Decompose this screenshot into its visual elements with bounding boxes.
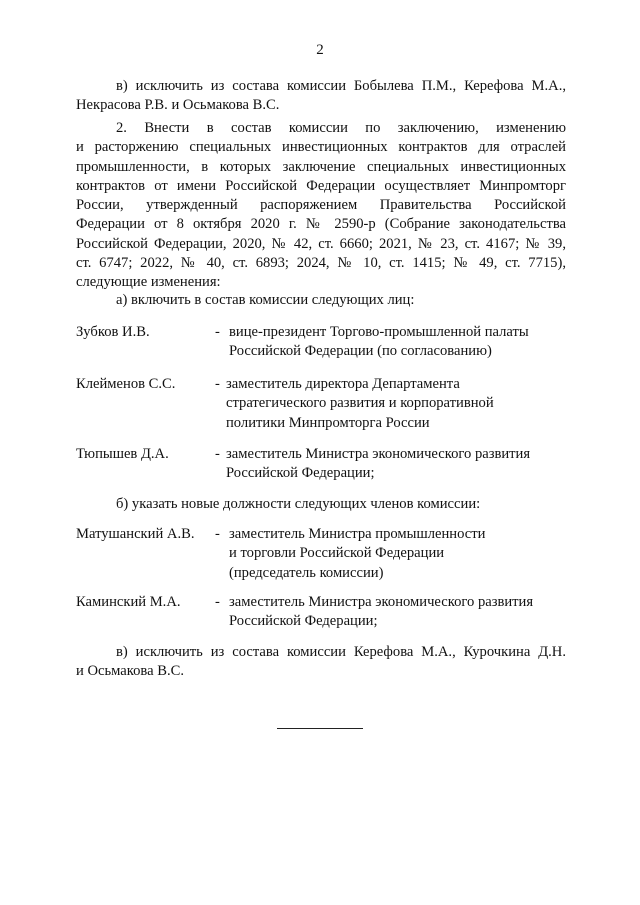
member-name: Матушанский А.В.	[76, 526, 195, 542]
member-role-line: политики Минпромторга России	[226, 414, 430, 431]
text-line: Российской Федерации, 2020, № 42, ст. 6660; 2021, № 23, ст. 4167; № 39,	[76, 235, 566, 252]
member-role-line: заместитель директора Департамента	[226, 376, 460, 392]
member-role	[226, 375, 494, 433]
paragraph-item-2	[76, 119, 566, 293]
end-of-document-rule	[277, 728, 363, 729]
text-line: следующие изменения:	[76, 274, 221, 291]
paragraph-include-heading: а) включить в состав комиссии следующих лиц:	[116, 292, 415, 308]
member-dash: -	[215, 324, 220, 340]
text-line: и Осьмакова В.С.	[76, 663, 184, 680]
member-name: Клейменов С.С.	[76, 376, 176, 392]
text-line: в) исключить из состава комиссии Бобылева П.М., Керефова М.А.,	[116, 78, 566, 94]
member-role-line: заместитель Министра экономического развития	[226, 446, 531, 462]
paragraph-exclude-second	[76, 643, 566, 682]
text-line: Некрасова Р.В. и Осьмакова В.С.	[76, 97, 280, 114]
member-dash: -	[215, 376, 220, 392]
member-role-line: заместитель Министра экономического развития	[229, 594, 534, 610]
page-number: 2	[316, 42, 324, 58]
member-role-line: заместитель Министра промышленности	[229, 526, 486, 542]
member-dash: -	[215, 526, 220, 542]
member-role-line: стратегического развития и корпоративной	[226, 395, 494, 412]
member-name: Зубков И.В.	[76, 324, 150, 340]
text-line: промышленности, в которых заключение специальных инвестиционных	[76, 158, 566, 175]
member-role-line: и торговли Российской Федерации	[229, 545, 445, 562]
member-name: Каминский М.А.	[76, 594, 181, 610]
member-role-line: (председатель комиссии)	[229, 564, 384, 581]
text-line: Федерации от 8 октября 2020 г. № 2590-р (Собрание законодательства	[76, 216, 566, 233]
member-role-line: Российской Федерации;	[226, 465, 375, 482]
member-role	[229, 525, 485, 583]
member-dash: -	[215, 446, 220, 462]
text-line: России, утвержденный распоряжением Правительства Российской	[76, 197, 566, 214]
text-line: в) исключить из состава комиссии Керефова М.А., Курочкина Д.Н.	[116, 644, 566, 660]
member-dash: -	[215, 594, 220, 610]
paragraph-new-positions-heading: б) указать новые должности следующих членов комиссии:	[116, 496, 481, 512]
member-role-line: вице-президент Торгово-промышленной палаты	[229, 324, 529, 340]
member-role-line: Российской Федерации;	[229, 613, 378, 630]
paragraph-exclude-first	[76, 77, 566, 116]
text-line: ст. 6747; 2022, № 40, ст. 6893; 2024, № 10, ст. 1415; № 49, ст. 7715),	[76, 255, 566, 272]
member-role	[229, 323, 529, 362]
text-line: контрактов от имени Российской Федерации осуществляет Минпромторг	[76, 177, 566, 194]
member-role-line: Российской Федерации (по согласованию)	[229, 343, 492, 360]
text-line: 2. Внести в состав комиссии по заключению, изменению	[116, 120, 566, 136]
member-name: Тюпышев Д.А.	[76, 446, 169, 462]
text-line: и расторжению специальных инвестиционных контрактов для отраслей	[76, 139, 566, 156]
member-role	[226, 445, 530, 484]
member-role	[229, 593, 533, 632]
